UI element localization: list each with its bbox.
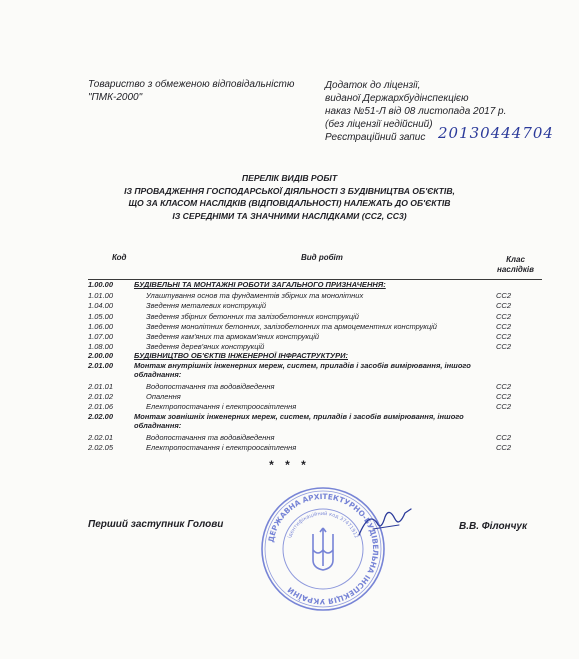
org-line-2: "ПМК-2000": [88, 92, 143, 103]
row-text: Електропостачання і електроосвітлення: [146, 402, 297, 411]
annex-line-2: виданої Держархбудінспекцією: [325, 93, 469, 104]
row-code: 2.01.00: [88, 361, 114, 370]
organization-name: [88, 78, 294, 104]
handwritten-signature: [355, 505, 415, 545]
row-text: Улаштування основ та фундаментів збірних та монолітних: [146, 291, 364, 300]
column-header-class: [497, 255, 534, 275]
row-text: Водопостачання та водовідведення: [146, 382, 275, 391]
annex-line-1: Додаток до ліцензії,: [325, 80, 421, 91]
row-code: 1.08.00: [88, 342, 114, 351]
row-text: Електропостачання і електроосвітлення: [146, 443, 297, 452]
row-code: 1.00.00: [88, 280, 114, 289]
row-class: СС2: [496, 342, 512, 351]
row-class: СС2: [496, 291, 512, 300]
row-text: Зведення кам'яних та армокам'яних конструкцій: [146, 332, 320, 341]
row-class: СС2: [496, 433, 512, 442]
row-class: СС2: [496, 312, 512, 321]
row-code: 1.05.00: [88, 312, 114, 321]
column-header-type: Вид робіт: [301, 253, 343, 262]
row-text: Зведення металевих конструкцій: [146, 301, 266, 310]
document-title: [0, 172, 579, 222]
column-header-class-line-1: Клас: [506, 255, 525, 264]
row-class: СС2: [496, 402, 512, 411]
row-class: СС2: [496, 443, 512, 452]
title-line-3: ЩО ЗА КЛАСОМ НАСЛІДКІВ (ВІДПОВІДАЛЬНОСТІ) НАЛЕЖАТЬ ДО ОБ'ЄКТІВ: [128, 198, 451, 208]
annex-line-4: (без ліцензії недійсний): [325, 119, 433, 130]
row-code: 1.01.00: [88, 291, 114, 300]
annex-line-5: Реєстраційний запис: [325, 132, 426, 143]
row-code: 2.01.06: [88, 402, 114, 411]
row-text: Зведення монолітних бетонних, залізобетонних та армоцементних конструкцій: [146, 322, 437, 331]
row-text: БУДІВЕЛЬНІ ТА МОНТАЖНІ РОБОТИ ЗАГАЛЬНОГО ПРИЗНАЧЕННЯ:: [134, 280, 386, 289]
row-code: 1.06.00: [88, 322, 114, 331]
signer-name: В.В. Філончук: [459, 521, 528, 532]
title-line-1: ПЕРЕЛІК ВИДІВ РОБІТ: [241, 173, 338, 183]
row-code: 2.00.00: [88, 351, 114, 360]
row-class: СС2: [496, 392, 512, 401]
annex-line-3: наказ №51-Л від 08 листопада 2017 р.: [325, 106, 507, 117]
row-code: 2.02.01: [88, 433, 114, 442]
column-header-class-line-2: наслідків: [497, 265, 534, 274]
row-class: СС2: [496, 322, 512, 331]
title-line-2: ІЗ ПРОВАДЖЕННЯ ГОСПОДАРСЬКОЇ ДІЯЛЬНОСТІ З БУДІВНИЦТВА ОБ'ЄКТІВ,: [124, 185, 455, 196]
row-class: СС2: [496, 382, 512, 391]
row-text: Водопостачання та водовідведення: [146, 433, 275, 442]
row-text: Зведення дерев'яних конструкцій: [146, 342, 265, 351]
row-code: 1.07.00: [88, 332, 114, 341]
org-line-1: Товариство з обмеженою відповідальністю: [88, 79, 295, 90]
stamp-inner-text: ідентифікаційний код 37471912: [286, 510, 360, 540]
title-line-4: ІЗ СЕРЕДНІМИ ТА ЗНАЧНИМИ НАСЛІДКАМИ (СС2, СС3): [172, 210, 407, 221]
signer-title: Перший заступник Голови: [88, 519, 224, 530]
row-text: Монтаж зовнішніх інженерних мереж, систем, приладів і засобів вимірювання, іншого обладнання:: [134, 412, 464, 430]
row-code: 2.01.02: [88, 392, 114, 401]
registration-number-handwritten: 20130444704: [438, 124, 554, 142]
row-code: 2.02.00: [88, 412, 114, 421]
row-class: СС2: [496, 332, 512, 341]
row-code: 2.02.05: [88, 443, 114, 452]
row-class: СС2: [496, 301, 512, 310]
row-code: 1.04.00: [88, 301, 114, 310]
row-text: Монтаж внутрішніх інженерних мереж, систем, приладів і засобів вимірювання, іншого обладнання:: [134, 361, 471, 379]
row-code: 2.01.01: [88, 382, 114, 391]
section-separator-stars: * * *: [269, 458, 310, 472]
row-text: БУДІВНИЦТВО ОБ'ЄКТІВ ІНЖЕНЕРНОЇ ІНФРАСТРУКТУРИ:: [134, 351, 349, 360]
stamp-outer-text: ДЕРЖАВНА АРХІТЕКТУРНО-БУДІВЕЛЬНА ІНСПЕКЦІЯ УКРАЇНИ: [266, 491, 381, 607]
trident-emblem-icon: [313, 528, 333, 570]
column-header-code: Код: [112, 253, 127, 262]
official-stamp: [258, 484, 388, 614]
row-text: Зведення збірних бетонних та залізобетонних конструкцій: [146, 312, 359, 321]
row-text: Опалення: [146, 392, 181, 401]
